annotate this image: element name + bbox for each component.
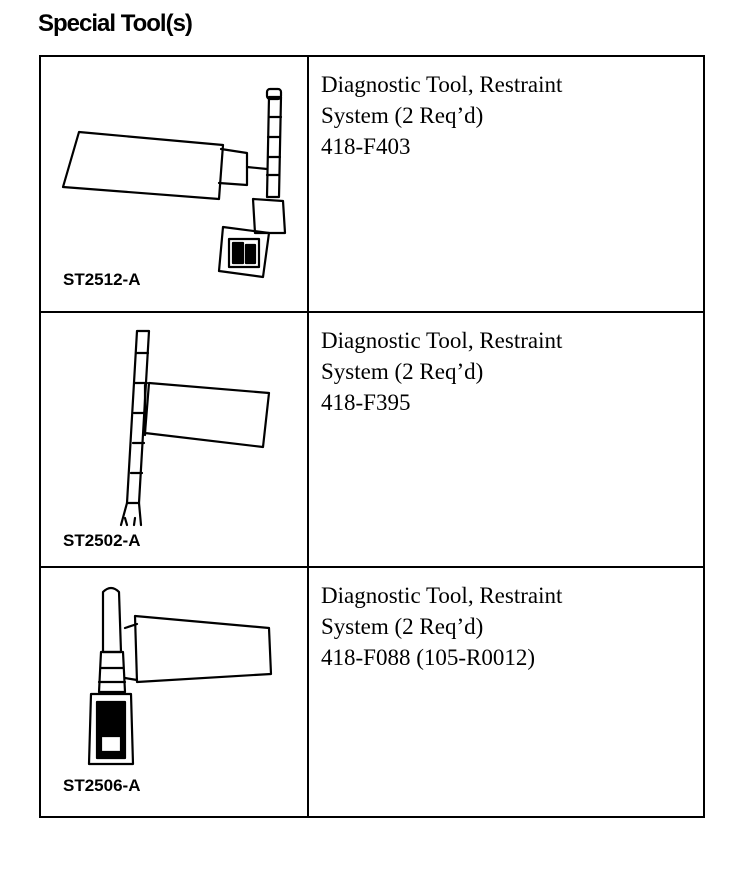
tool-code: ST2502-A bbox=[63, 531, 141, 550]
tool-requirement: System (2 Req’d) bbox=[321, 359, 484, 384]
tool-code: ST2506-A bbox=[63, 776, 141, 795]
tool-illustration-cell bbox=[41, 568, 309, 816]
tool-row bbox=[41, 313, 703, 568]
tool-description bbox=[321, 69, 695, 162]
tool-number: 418-F403 bbox=[321, 134, 411, 159]
tool-number: 418-F395 bbox=[321, 390, 411, 415]
tool-row bbox=[41, 568, 703, 816]
tool-row bbox=[41, 57, 703, 313]
special-tools-table bbox=[39, 55, 705, 818]
tool-description bbox=[321, 325, 695, 418]
tool-name: Diagnostic Tool, Restraint bbox=[321, 328, 563, 353]
tool-illustration-cell bbox=[41, 57, 309, 311]
tool-description bbox=[321, 580, 695, 673]
probe-tool-illustration bbox=[41, 313, 309, 566]
tool-illustration-cell bbox=[41, 313, 309, 566]
tool-code: ST2512-A bbox=[63, 270, 141, 289]
section-heading: Special Tool(s) bbox=[38, 10, 192, 37]
tool-name: Diagnostic Tool, Restraint bbox=[321, 72, 563, 97]
tool-number: 418-F088 (105-R0012) bbox=[321, 645, 536, 670]
tool-name: Diagnostic Tool, Restraint bbox=[321, 583, 563, 608]
tool-requirement: System (2 Req’d) bbox=[321, 614, 484, 639]
tool-requirement: System (2 Req’d) bbox=[321, 103, 484, 128]
